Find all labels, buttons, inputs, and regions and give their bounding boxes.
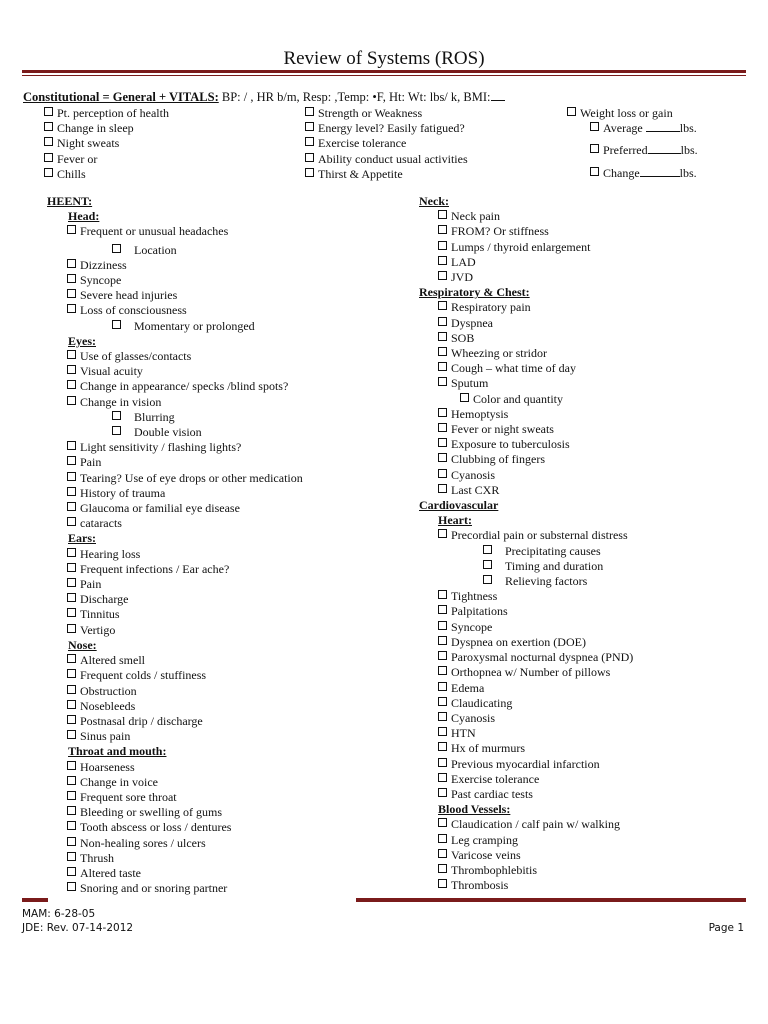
checkbox-icon[interactable] [438,529,447,538]
checkbox-icon[interactable] [438,788,447,797]
checkbox-item[interactable]: History of trauma [67,486,303,501]
checkbox-icon[interactable] [438,362,447,371]
left-column [47,194,303,896]
vitals-label: Constitutional = General + VITALS: [23,90,219,104]
checkbox-icon[interactable] [67,593,76,602]
checkbox-item[interactable]: Sputum [438,376,633,391]
checkbox-icon[interactable] [67,563,76,572]
checkbox-icon[interactable] [567,107,576,116]
checkbox-item[interactable]: Change in vision [67,395,303,410]
cardiovascular-heading: Cardiovascular [419,498,499,513]
checkbox-icon[interactable] [67,700,76,709]
checkbox-icon[interactable] [438,666,447,675]
checkbox-item[interactable]: Blurring [112,410,303,425]
checkbox-item[interactable]: Loss of consciousness [67,303,303,318]
checkbox-icon[interactable] [438,590,447,599]
checkbox-icon[interactable] [112,244,121,253]
checkbox-icon[interactable] [67,837,76,846]
checkbox-item[interactable]: Exposure to tuberculosis [438,437,633,452]
checkbox-item[interactable]: Thrush [67,851,303,866]
checkbox-item[interactable]: Night sweats [44,136,169,151]
checkbox-item[interactable]: Leg cramping [438,833,633,848]
checkbox-icon[interactable] [438,651,447,660]
vitals-fields: BP: / , HR b/m, Resp: ,Temp: •F, Ht: Wt: lbs/ k, BMI: [218,90,491,104]
checkbox-item[interactable]: Tearing? Use of eye drops or other medication [67,471,303,486]
checkbox-item[interactable]: Fever or night sweats [438,422,633,437]
preferred-blank[interactable] [648,143,681,154]
checkbox-item[interactable]: Color and quantity [460,392,633,407]
footer-rule-left [22,898,48,902]
checkbox-item[interactable]: Change in appearance/ specks /blind spots? [67,379,303,394]
checkbox-icon[interactable] [67,259,76,268]
checkbox-item[interactable]: Varicose veins [438,848,633,863]
checkbox-icon[interactable] [590,144,599,153]
checkbox-item[interactable]: Vertigo [67,623,303,638]
checkbox-icon[interactable] [438,408,447,417]
blood-vessels-heading: Blood Vessels: [438,802,511,817]
checkbox-item[interactable]: Thirst & Appetite [305,167,468,182]
constitutional-col3 [567,106,673,121]
checkbox-icon[interactable] [67,380,76,389]
checkbox-icon[interactable] [438,332,447,341]
checkbox-item[interactable]: Thrombophlebitis [438,863,633,878]
checkbox-icon[interactable] [460,393,469,402]
checkbox-icon[interactable] [44,122,53,131]
checkbox-icon[interactable] [67,456,76,465]
checkbox-icon[interactable] [438,225,447,234]
checkbox-icon[interactable] [483,545,492,554]
checkbox-icon[interactable] [67,867,76,876]
checkbox-icon[interactable] [67,761,76,770]
checkbox-icon[interactable] [438,621,447,630]
eyes-heading: Eyes: [68,333,96,348]
checkbox-icon[interactable] [438,484,447,493]
checkbox-icon[interactable] [67,274,76,283]
checkbox-item[interactable]: Pain [67,455,303,470]
checkbox-icon[interactable] [67,502,76,511]
checkbox-icon[interactable] [67,776,76,785]
checkbox-item[interactable]: Pt. perception of health [44,106,169,121]
checkbox-icon[interactable] [67,350,76,359]
change-blank[interactable] [640,166,680,177]
checkbox-item[interactable]: Double vision [112,425,303,440]
page-title: Review of Systems (ROS) [283,48,485,69]
checkbox-icon[interactable] [67,685,76,694]
checkbox-item[interactable]: Claudicating [438,696,633,711]
checkbox-icon[interactable] [67,791,76,800]
checkbox-item[interactable]: Last CXR [438,483,633,498]
checkbox-icon[interactable] [438,438,447,447]
checkbox-item[interactable]: Hemoptysis [438,407,633,422]
checkbox-icon[interactable] [438,636,447,645]
checkbox-item[interactable]: Respiratory pain [438,300,633,315]
checkbox-item[interactable]: Fever or [44,152,169,167]
checkbox-item[interactable]: Non-healing sores / ulcers [67,836,303,851]
checkbox-icon[interactable] [112,426,121,435]
checkbox-icon[interactable] [438,453,447,462]
checkbox-icon[interactable] [438,864,447,873]
checkbox-icon[interactable] [438,682,447,691]
checkbox-icon[interactable] [438,347,447,356]
checkbox-icon[interactable] [438,712,447,721]
checkbox-item[interactable]: Timing and duration [483,559,633,574]
checkbox-item[interactable]: Ability conduct usual activities [305,152,468,167]
checkbox-item[interactable]: Exercise tolerance [305,136,468,151]
checkbox-item[interactable]: Weight loss or gain [567,106,673,121]
weight-change: Change lbs. [590,166,697,181]
checkbox-item[interactable]: Tinnitus [67,607,303,622]
heart-heading: Heart: [438,513,472,528]
checkbox-icon[interactable] [438,256,447,265]
checkbox-item[interactable]: Previous myocardial infarction [438,757,633,772]
checkbox-item[interactable]: Discharge [67,592,303,607]
checkbox-icon[interactable] [438,241,447,250]
checkbox-icon[interactable] [438,849,447,858]
checkbox-icon[interactable] [305,107,314,116]
checkbox-icon[interactable] [67,821,76,830]
checkbox-item[interactable]: Lumps / thyroid enlargement [438,240,633,255]
checkbox-item[interactable]: Nosebleeds [67,699,303,714]
checkbox-icon[interactable] [438,773,447,782]
footer-jde: JDE: Rev. 07-14-2012 [22,922,134,934]
checkbox-icon[interactable] [305,168,314,177]
checkbox-item[interactable]: Strength or Weakness [305,106,468,121]
checkbox-item[interactable]: Pain [67,577,303,592]
checkbox-item[interactable]: Frequent or unusual headaches [67,224,303,239]
checkbox-item[interactable]: FROM? Or stiffness [438,224,633,239]
checkbox-icon[interactable] [44,137,53,146]
checkbox-icon[interactable] [438,469,447,478]
head-heading: Head: [68,209,100,224]
throat-heading: Throat and mouth: [68,744,167,759]
checkbox-icon[interactable] [67,365,76,374]
checkbox-icon[interactable] [67,487,76,496]
checkbox-item[interactable]: JVD [438,270,633,285]
checkbox-icon[interactable] [590,167,599,176]
checkbox-item[interactable]: Paroxysmal nocturnal dyspnea (PND) [438,650,633,665]
checkbox-item[interactable]: Frequent colds / stuffiness [67,668,303,683]
respiratory-heading: Respiratory & Chest: [419,285,530,300]
checkbox-item[interactable]: HTN [438,726,633,741]
checkbox-icon[interactable] [438,879,447,888]
checkbox-icon[interactable] [438,697,447,706]
checkbox-item[interactable]: Cyanosis [438,711,633,726]
footer-mam: MAM: 6-28-05 [22,908,96,920]
checkbox-item[interactable]: Tightness [438,589,633,604]
checkbox-item[interactable]: SOB [438,331,633,346]
vitals-line [23,90,505,105]
checkbox-item[interactable]: Severe head injuries [67,288,303,303]
checkbox-item[interactable]: Light sensitivity / flashing lights? [67,440,303,455]
checkbox-icon[interactable] [67,608,76,617]
checkbox-item[interactable]: Sinus pain [67,729,303,744]
checkbox-item[interactable]: Energy level? Easily fatigued? [305,121,468,136]
checkbox-item[interactable]: Neck pain [438,209,633,224]
neck-heading: Neck: [419,194,449,208]
checkbox-item[interactable]: Altered taste [67,866,303,881]
checkbox-icon[interactable] [438,423,447,432]
checkbox-item[interactable]: Dyspnea on exertion (DOE) [438,635,633,650]
checkbox-item[interactable]: Exercise tolerance [438,772,633,787]
checkbox-item[interactable]: Claudication / calf pain w/ walking [438,817,633,832]
checkbox-item[interactable]: Precordial pain or substernal distress [438,528,633,543]
checkbox-icon[interactable] [305,153,314,162]
checkbox-item[interactable]: Relieving factors [483,574,633,589]
checkbox-item[interactable]: Postnasal drip / discharge [67,714,303,729]
checkbox-icon[interactable] [67,730,76,739]
checkbox-icon[interactable] [67,624,76,633]
checkbox-item[interactable]: Cyanosis [438,468,633,483]
nose-heading: Nose: [68,637,97,652]
checkbox-item[interactable]: Syncope [438,620,633,635]
checkbox-icon[interactable] [67,225,76,234]
checkbox-icon[interactable] [305,122,314,131]
checkbox-item[interactable]: Precipitating causes [483,544,633,559]
checkbox-icon[interactable] [67,441,76,450]
constitutional-col1 [44,106,169,182]
checkbox-icon[interactable] [67,304,76,313]
constitutional-col2 [305,106,468,182]
checkbox-item[interactable]: Past cardiac tests [438,787,633,802]
checkbox-item[interactable]: Momentary or prolonged [112,319,303,334]
checkbox-icon[interactable] [590,122,599,131]
checkbox-icon[interactable] [438,301,447,310]
checkbox-item[interactable]: LAD [438,255,633,270]
right-column [419,194,633,893]
checkbox-icon[interactable] [44,168,53,177]
checkbox-icon[interactable] [438,605,447,614]
checkbox-icon[interactable] [305,137,314,146]
checkbox-icon[interactable] [67,882,76,891]
checkbox-item[interactable]: cataracts [67,516,303,531]
checkbox-item[interactable]: Palpitations [438,604,633,619]
checkbox-icon[interactable] [483,560,492,569]
checkbox-item[interactable]: Orthopnea w/ Number of pillows [438,665,633,680]
checkbox-item[interactable]: Hoarseness [67,760,303,775]
checkbox-item[interactable]: Chills [44,167,169,182]
checkbox-icon[interactable] [44,107,53,116]
checkbox-icon[interactable] [438,818,447,827]
checkbox-icon[interactable] [67,578,76,587]
checkbox-item[interactable]: Location [112,243,303,258]
checkbox-item[interactable]: Dizziness [67,258,303,273]
checkbox-item[interactable]: Altered smell [67,653,303,668]
checkbox-item[interactable]: Tooth abscess or loss / dentures [67,820,303,835]
checkbox-item[interactable]: Syncope [67,273,303,288]
checkbox-item[interactable]: Use of glasses/contacts [67,349,303,364]
title-divider [22,70,746,76]
checkbox-item[interactable]: Frequent infections / Ear ache? [67,562,303,577]
weight-preferred: Preferred lbs. [590,143,698,158]
checkbox-icon[interactable] [438,727,447,736]
footer-rule-right [356,898,746,902]
checkbox-icon[interactable] [67,806,76,815]
checkbox-icon[interactable] [44,153,53,162]
checkbox-item[interactable]: Clubbing of fingers [438,452,633,467]
checkbox-icon[interactable] [112,320,121,329]
weight-average: Average lbs. [590,121,697,136]
checkbox-icon[interactable] [438,758,447,767]
checkbox-icon[interactable] [438,271,447,280]
checkbox-icon[interactable] [67,669,76,678]
checkbox-item[interactable]: Wheezing or stridor [438,346,633,361]
average-blank[interactable] [646,121,680,132]
checkbox-item[interactable]: Change in sleep [44,121,169,136]
checkbox-icon[interactable] [67,548,76,557]
checkbox-item[interactable]: Hearing loss [67,547,303,562]
checkbox-icon[interactable] [67,517,76,526]
checkbox-icon[interactable] [112,411,121,420]
page-number: Page 1 [708,922,744,934]
bmi-blank[interactable] [491,90,505,101]
checkbox-item[interactable]: Obstruction [67,684,303,699]
checkbox-icon[interactable] [67,396,76,405]
checkbox-item[interactable]: Edema [438,681,633,696]
checkbox-icon[interactable] [438,317,447,326]
checkbox-item[interactable]: Visual acuity [67,364,303,379]
checkbox-icon[interactable] [438,210,447,219]
checkbox-item[interactable]: Thrombosis [438,878,633,893]
checkbox-icon[interactable] [67,472,76,481]
checkbox-item[interactable]: Dyspnea [438,316,633,331]
checkbox-item[interactable]: Glaucoma or familial eye disease [67,501,303,516]
checkbox-item[interactable]: Frequent sore throat [67,790,303,805]
checkbox-item[interactable]: Snoring and or snoring partner [67,881,303,896]
checkbox-icon[interactable] [438,742,447,751]
checkbox-icon[interactable] [438,377,447,386]
checkbox-icon[interactable] [438,834,447,843]
checkbox-icon[interactable] [67,852,76,861]
checkbox-item[interactable]: Cough – what time of day [438,361,633,376]
checkbox-icon[interactable] [67,654,76,663]
checkbox-icon[interactable] [67,715,76,724]
checkbox-item[interactable]: Change in voice [67,775,303,790]
checkbox-icon[interactable] [483,575,492,584]
heent-heading: HEENT: [47,194,93,208]
ears-heading: Ears: [68,531,96,546]
checkbox-item[interactable]: Bleeding or swelling of gums [67,805,303,820]
checkbox-icon[interactable] [67,289,76,298]
checkbox-item[interactable]: Hx of murmurs [438,741,633,756]
